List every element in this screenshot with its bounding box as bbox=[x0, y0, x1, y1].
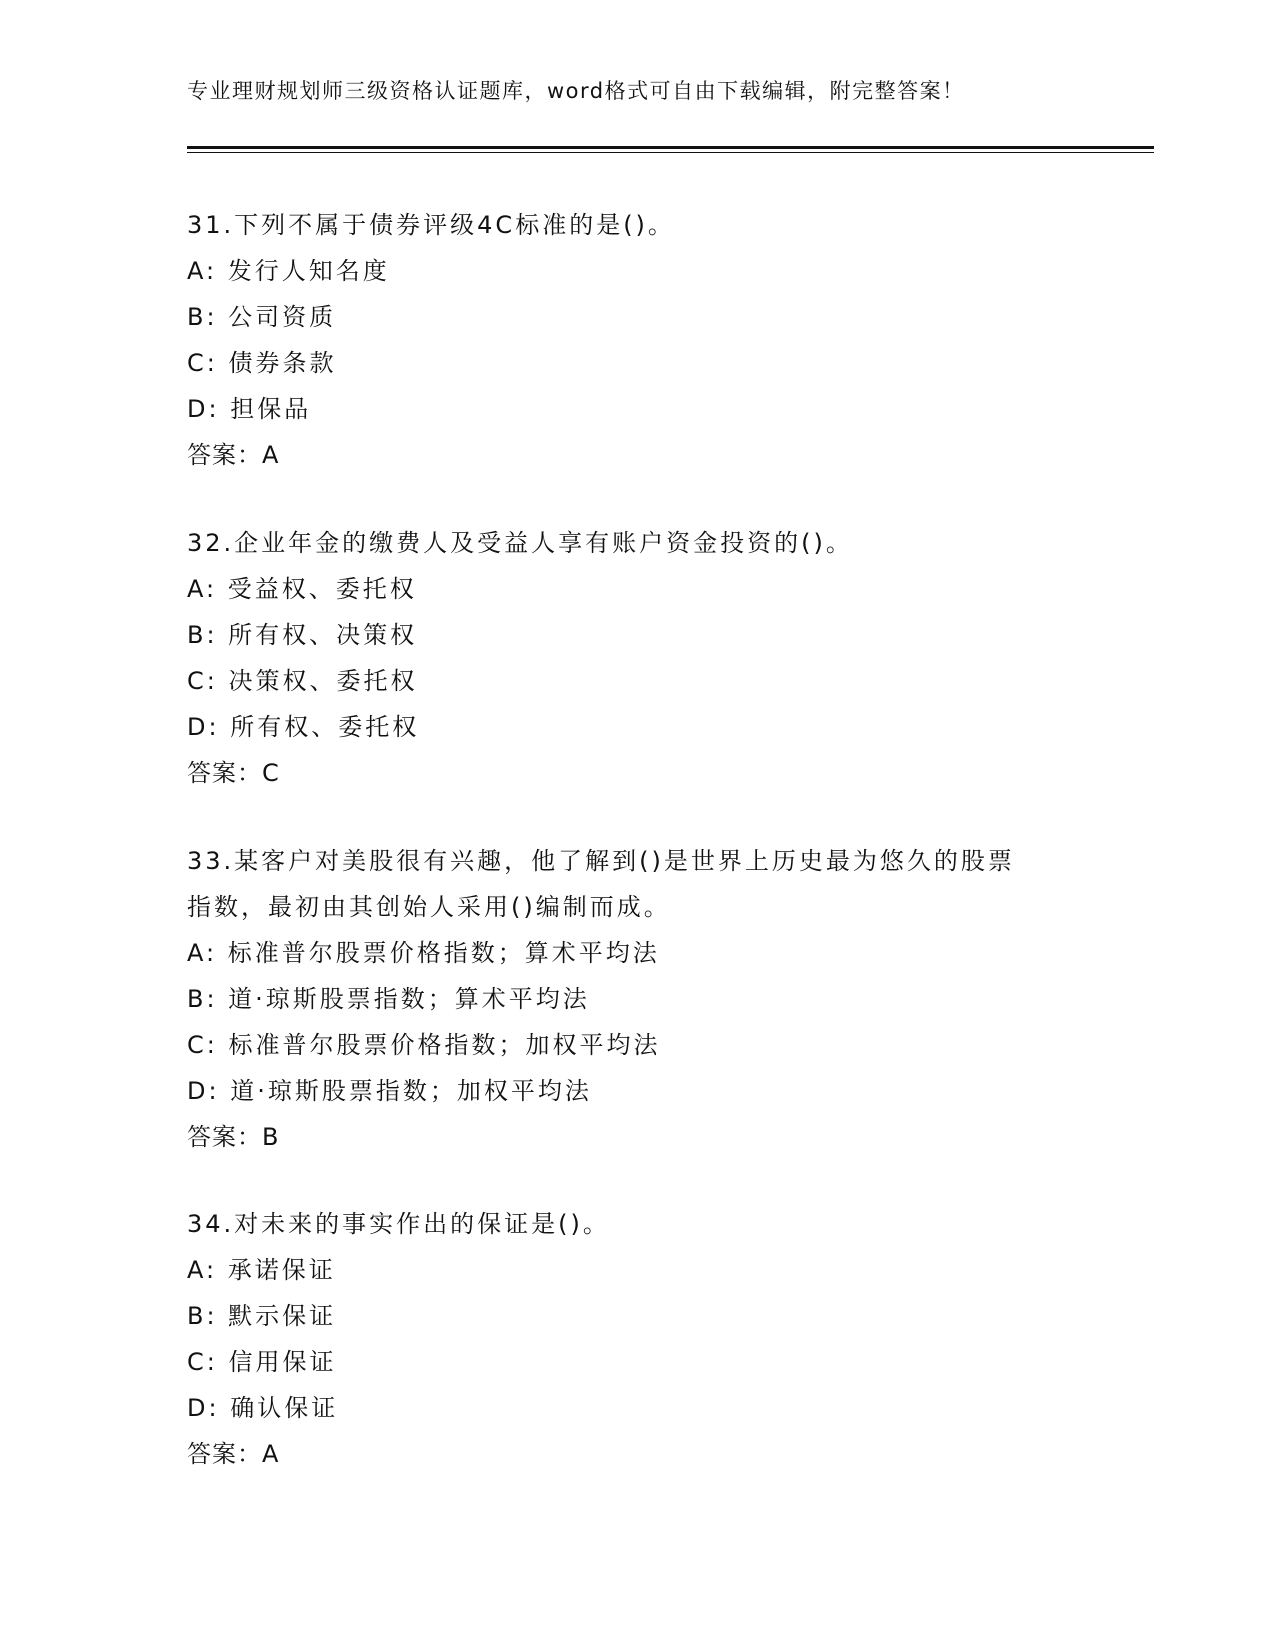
question-34 bbox=[187, 1201, 1127, 1477]
question-stem: 32.企业年金的缴费人及受益人享有账户资金投资的()。 bbox=[187, 529, 853, 557]
option-d: D: 担保品 bbox=[187, 395, 312, 423]
header-divider-thick bbox=[187, 146, 1154, 149]
option-b: B: 道·琼斯股票指数；算术平均法 bbox=[187, 985, 590, 1013]
answer-line: 答案：B bbox=[187, 1123, 280, 1151]
option-d: D: 确认保证 bbox=[187, 1394, 339, 1422]
document-header: 专业理财规划师三级资格认证题库，word格式可自由下载编辑，附完整答案！ bbox=[187, 79, 965, 103]
question-stem: 31.下列不属于债券评级4C标准的是()。 bbox=[187, 211, 675, 239]
question-33 bbox=[187, 838, 1127, 1160]
option-d: D: 道·琼斯股票指数；加权平均法 bbox=[187, 1077, 592, 1105]
option-b: B: 所有权、决策权 bbox=[187, 621, 418, 649]
answer-line: 答案：A bbox=[187, 441, 280, 469]
header-divider-thin bbox=[187, 152, 1154, 153]
question-32 bbox=[187, 520, 1127, 796]
option-c: C: 债券条款 bbox=[187, 349, 337, 377]
question-stem-line-2: 指数，最初由其创始人采用()编制而成。 bbox=[187, 893, 671, 921]
option-c: C: 信用保证 bbox=[187, 1348, 337, 1376]
option-a: A: 受益权、委托权 bbox=[187, 575, 417, 603]
option-b: B: 默示保证 bbox=[187, 1302, 337, 1330]
answer-line: 答案：A bbox=[187, 1440, 280, 1468]
question-stem-line-1: 33.某客户对美股很有兴趣，他了解到()是世界上历史最为悠久的股票 bbox=[187, 847, 1015, 875]
answer-line: 答案：C bbox=[187, 759, 280, 787]
option-a: A: 发行人知名度 bbox=[187, 257, 390, 285]
option-d: D: 所有权、委托权 bbox=[187, 713, 420, 741]
question-stem: 34.对未来的事实作出的保证是()。 bbox=[187, 1210, 610, 1238]
option-c: C: 标准普尔股票价格指数；加权平均法 bbox=[187, 1031, 661, 1059]
option-b: B: 公司资质 bbox=[187, 303, 337, 331]
option-a: A: 标准普尔股票价格指数；算术平均法 bbox=[187, 939, 660, 967]
question-31 bbox=[187, 202, 1127, 478]
option-a: A: 承诺保证 bbox=[187, 1256, 336, 1284]
option-c: C: 决策权、委托权 bbox=[187, 667, 418, 695]
